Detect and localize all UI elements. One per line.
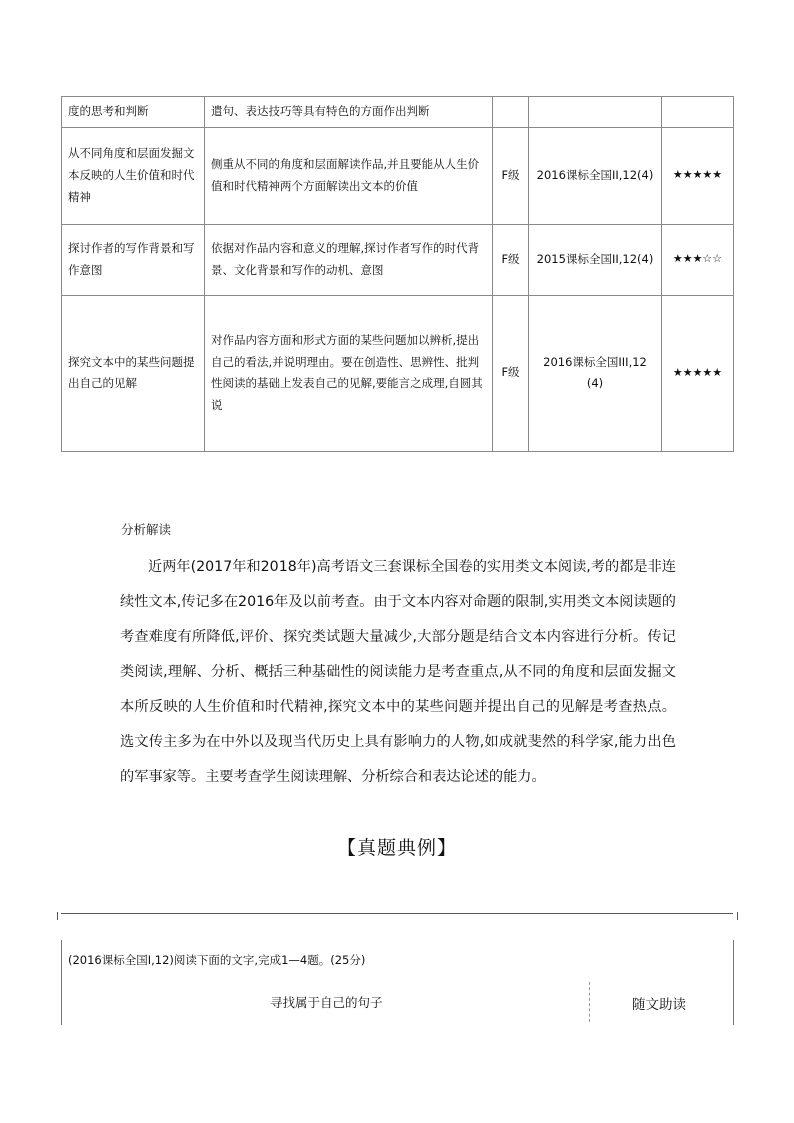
table-cell-stars bbox=[662, 97, 734, 128]
table-cell-source: 2015课标全国II,12(4) bbox=[529, 224, 662, 295]
analysis-paragraph: 近两年(2017年和2018年)高考语文三套课标全国卷的实用类文本阅读,考的都是非连续性文本,传记多在2016年及以前考查。由于文本内容对命题的限制,实用类文本阅读题的考查难度有所降低,评价、探究类试题大量减少,大部分题是结合文本内容进行分析。传记类阅读,理解、分析、概括三种基础性的阅读能力是考查重点,从不同的角度和层面发掘文本所反映的人生价值和时代精神,探究文本中的某些问题并提出自己的见解是考查热点。选文传主多为在中外以及现当代历史上具有影响力的人物,如成就斐然的科学家,能力出色的军事家等。主要考查学生阅读理解、分析综合和表达论述的能力。 bbox=[120, 559, 676, 785]
table-cell-source bbox=[529, 97, 662, 128]
exam-point-table bbox=[61, 96, 734, 452]
table-row bbox=[62, 127, 734, 224]
column-divider bbox=[589, 982, 590, 1022]
table-cell-desc: 侧重从不同的角度和层面解读作品,并且要能从人生价值和时代精神两个方面解读出文本的价值 bbox=[205, 127, 493, 224]
frame-right-border bbox=[733, 940, 734, 1025]
table-cell-source: 2016课标全国II,12(4) bbox=[529, 127, 662, 224]
table-cell-item: 探究文本中的某些问题提出自己的见解 bbox=[62, 295, 205, 451]
table-row bbox=[62, 295, 734, 451]
table-cell-item: 从不同角度和层面发掘文本反映的人生价值和时代精神 bbox=[62, 127, 205, 224]
table-cell-item: 探讨作者的写作背景和写作意图 bbox=[62, 224, 205, 295]
table-row bbox=[62, 224, 734, 295]
table-cell-source: 2016课标全国III,12(4) bbox=[529, 295, 662, 451]
table-cell-desc: 依据对作品内容和意义的理解,探讨作者写作的时代背景、文化背景和写作的动机、意图 bbox=[205, 224, 493, 295]
table-cell-item: 度的思考和判断 bbox=[62, 97, 205, 128]
frame-top-rule bbox=[61, 913, 733, 914]
table-cell-desc: 遣句、表达技巧等具有特色的方面作出判断 bbox=[205, 97, 493, 128]
table-cell-stars: ★★★☆☆ bbox=[662, 224, 734, 295]
section-heading: 【真题典例】 bbox=[336, 837, 457, 859]
table-cell-level bbox=[493, 97, 529, 128]
frame-left-border bbox=[61, 940, 62, 1025]
table-cell-stars: ★★★★★ bbox=[662, 295, 734, 451]
analysis-label: 分析解读 bbox=[121, 522, 172, 537]
side-note-label: 随文助读 bbox=[632, 997, 686, 1013]
table-cell-level: F级 bbox=[493, 295, 529, 451]
question-source: (2016课标全国I,12)阅读下面的文字,完成1—4题。(25分) bbox=[68, 953, 366, 967]
frame-corner-right bbox=[729, 912, 738, 920]
table-cell-level: F级 bbox=[493, 127, 529, 224]
passage-title: 寻找属于自己的句子 bbox=[270, 995, 383, 1010]
table-cell-desc: 对作品内容方面和形式方面的某些问题加以辨析,提出自己的看法,并说明理由。要在创造性、思辨性、批判性阅读的基础上发表自己的见解,要能言之成理,自圆其说 bbox=[205, 295, 493, 451]
table-cell-stars: ★★★★★ bbox=[662, 127, 734, 224]
frame-corner-left bbox=[57, 912, 66, 920]
table-row bbox=[62, 97, 734, 128]
table-cell-level: F级 bbox=[493, 224, 529, 295]
